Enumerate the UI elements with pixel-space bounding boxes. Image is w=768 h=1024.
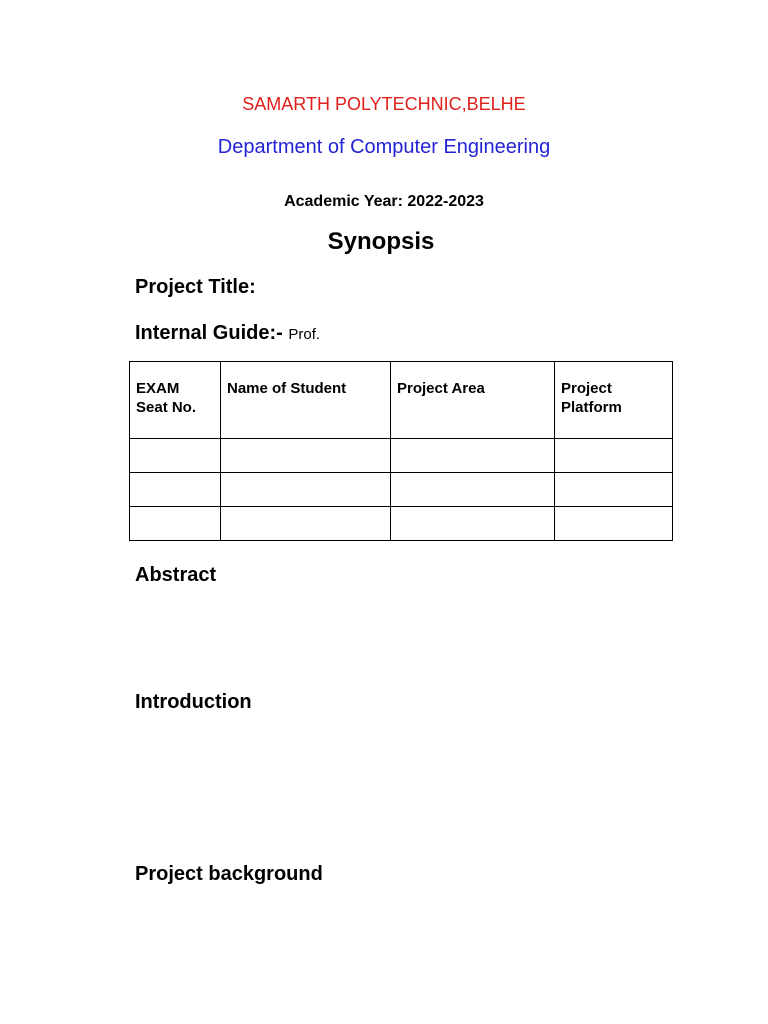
table-cell xyxy=(391,507,555,541)
table-cell xyxy=(391,473,555,507)
project-background-heading: Project background xyxy=(135,863,323,885)
table-cell xyxy=(221,439,391,473)
table-row xyxy=(130,439,673,473)
column-header-label: Name of Student xyxy=(227,380,347,397)
table-header-row xyxy=(130,362,673,439)
column-header-seat-no xyxy=(130,362,221,439)
academic-year: Academic Year: 2022-2023 xyxy=(284,193,484,210)
table-cell xyxy=(221,507,391,541)
institute-name: SAMARTH POLYTECHNIC,BELHE xyxy=(242,94,526,114)
abstract-heading: Abstract xyxy=(135,564,217,586)
table-cell xyxy=(555,439,673,473)
column-header-label: Project Area xyxy=(397,380,485,397)
department-name: Department of Computer Engineering xyxy=(217,136,551,158)
introduction-heading: Introduction xyxy=(135,691,252,713)
document-title: Synopsis xyxy=(327,228,435,255)
table-cell xyxy=(221,473,391,507)
student-table xyxy=(129,361,673,541)
column-header-label: EXAM Seat No. xyxy=(136,380,197,416)
table-cell xyxy=(555,507,673,541)
table-row xyxy=(130,507,673,541)
project-title-label: Project Title: xyxy=(135,276,256,298)
column-header-project-platform xyxy=(555,362,673,439)
table-cell xyxy=(391,439,555,473)
table-cell xyxy=(130,439,221,473)
internal-guide-value: Prof. xyxy=(288,326,321,343)
internal-guide-label: Internal Guide:- xyxy=(135,322,283,344)
column-header-label: Project Platform xyxy=(561,380,622,416)
internal-guide-field xyxy=(135,322,320,345)
column-header-student-name xyxy=(221,362,391,439)
table-cell xyxy=(130,473,221,507)
table-row xyxy=(130,473,673,507)
table-cell xyxy=(130,507,221,541)
column-header-project-area xyxy=(391,362,555,439)
table-cell xyxy=(555,473,673,507)
